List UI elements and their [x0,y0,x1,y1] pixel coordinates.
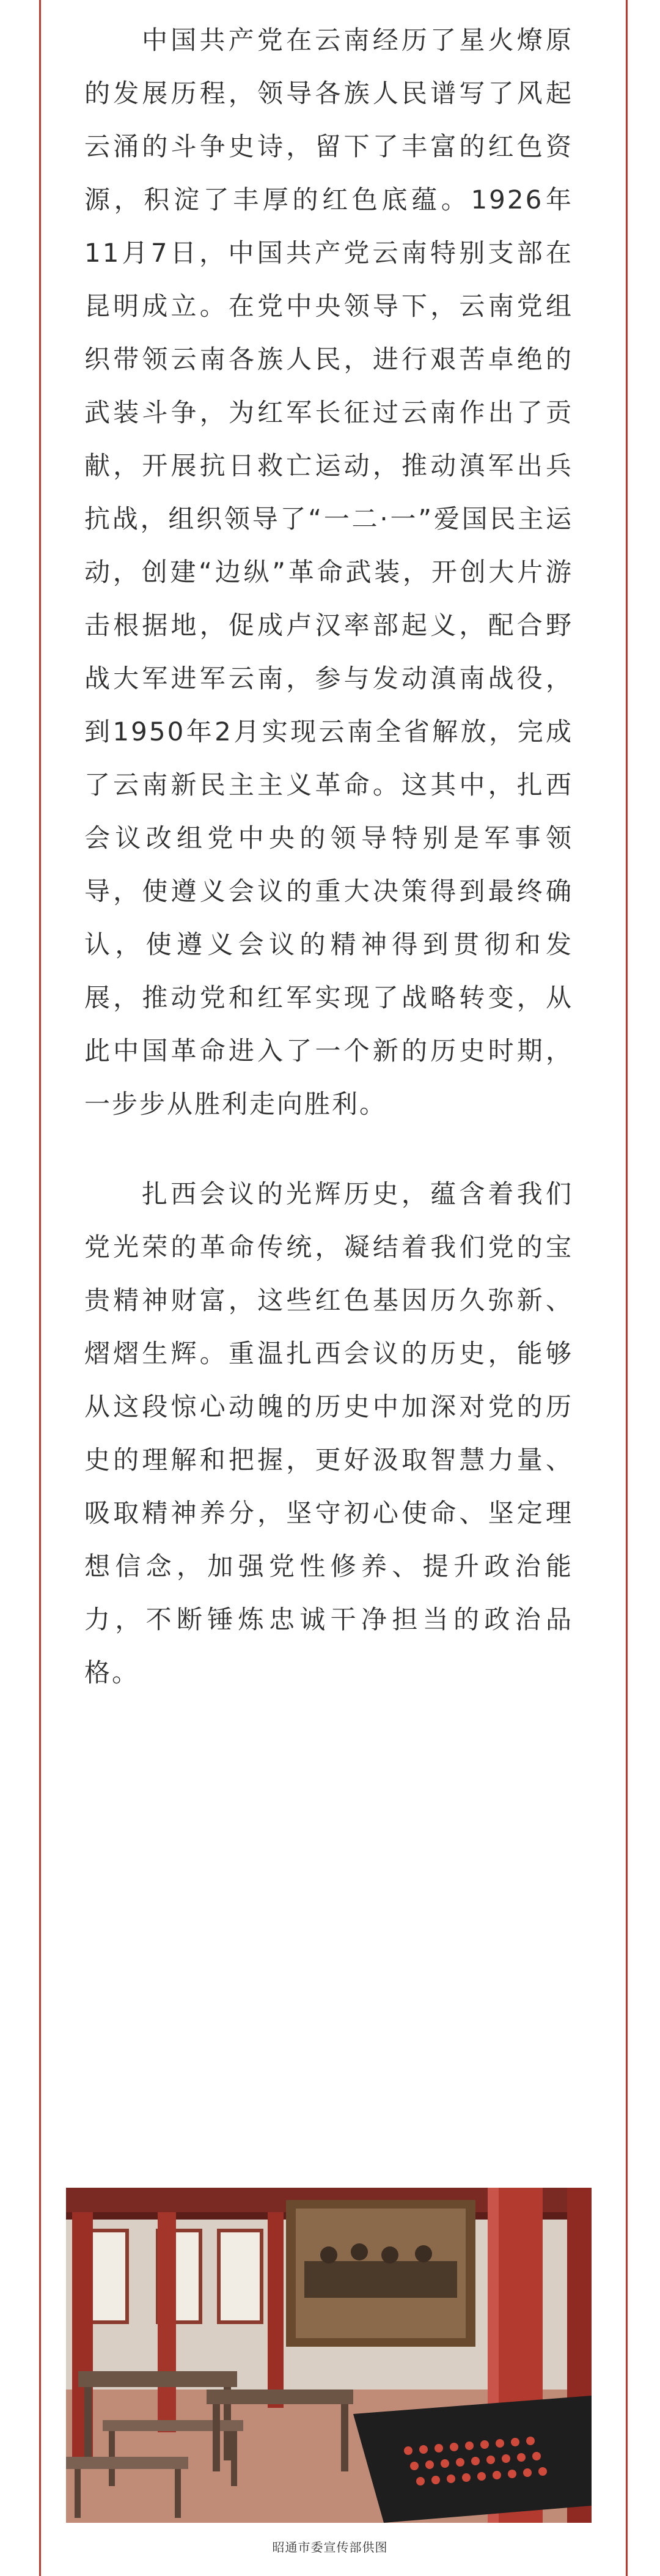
museum-photo-illustration [66,2188,592,2523]
photo-caption: 昭通市委宣传部供图 [272,2540,388,2555]
paragraph-1: 中国共产党在云南经历了星火燎原的发展历程，领导各族人民谱写了风起云涌的斗争史诗，留下了丰富的红色资源，积淀了丰厚的红色底蕴。1926年11月7日，中国共产党云南特别支部在昆明成立。在党中央领导下，云南党组织带领云南各族人民，进行艰苦卓绝的武装斗争，为红军长征过云南作出了贡献，开展抗日救亡运动，推动滇军出兵抗战，组织领导了“一二·一”爱国民主运动，创建“边纵”革命武装，开创大片游击根据地，促成卢汉率部起义，配合野战大军进军云南，参与发动滇南战役，到1950年2月实现云南全省解放，完成了云南新民主主义革命。这其中，扎西会议改组党中央的领导特别是军事领导，使遵义会议的重大决策得到最终确认，使遵义会议的精神得到贯彻和发展，推动党和红军实现了战略转变，从此中国革命进入了一个新的历史时期，一步步从胜利走向胜利。 [84,25,573,1119]
museum-photo [66,2188,592,2523]
paragraph-2: 扎西会议的光辉历史，蕴含着我们党光荣的革命传统，凝结着我们党的宝贵精神财富，这些红色基因历久弥新、熠熠生辉。重温扎西会议的历史，能够从这段惊心动魄的历史中加深对党的历史的理解和把握，更好汲取智慧力量、吸取精神养分，坚守初心使命、坚定理想信念，加强党性修养、提升政治能力，不断锤炼忠诚干净担当的政治品格。 [84,1179,573,1688]
left-border-line [39,0,41,2576]
right-border-line [626,0,628,2576]
article-body [84,13,573,1699]
